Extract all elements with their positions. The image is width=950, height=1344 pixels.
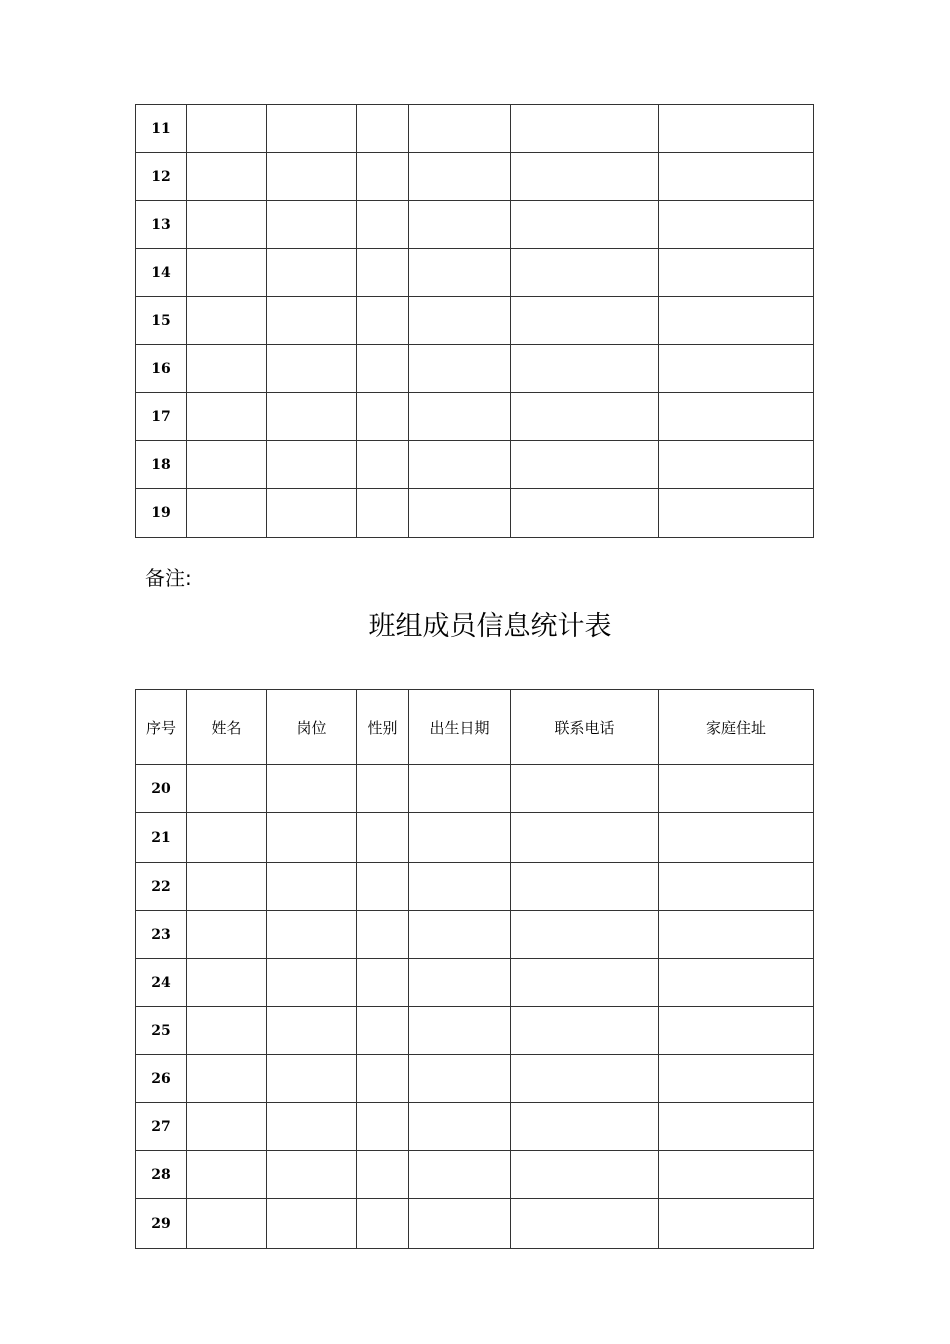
position-cell[interactable] (267, 1199, 357, 1249)
position-cell[interactable] (267, 345, 357, 393)
address-cell[interactable] (659, 345, 814, 393)
serial-cell: 23 (136, 911, 187, 959)
phone-cell[interactable] (511, 959, 659, 1007)
position-cell[interactable] (267, 1055, 357, 1103)
address-cell[interactable] (659, 1151, 814, 1199)
position-cell[interactable] (267, 1007, 357, 1055)
position-cell[interactable] (267, 765, 357, 813)
position-cell[interactable] (267, 441, 357, 489)
address-cell[interactable] (659, 765, 814, 813)
position-cell[interactable] (267, 863, 357, 911)
page-title: 班组成员信息统计表 (368, 611, 612, 642)
address-cell[interactable] (659, 959, 814, 1007)
birthdate-cell[interactable] (409, 441, 511, 489)
birthdate-cell[interactable] (409, 863, 511, 911)
name-cell[interactable] (187, 105, 267, 153)
header-serial: 序号 (136, 690, 187, 765)
gender-cell[interactable] (357, 201, 409, 249)
address-cell[interactable] (659, 201, 814, 249)
serial-cell: 29 (136, 1199, 187, 1249)
phone-cell[interactable] (511, 1151, 659, 1199)
birthdate-cell[interactable] (409, 489, 511, 538)
position-cell[interactable] (267, 911, 357, 959)
address-cell[interactable] (659, 1103, 814, 1151)
birthdate-cell[interactable] (409, 393, 511, 441)
phone-cell[interactable] (511, 345, 659, 393)
serial-cell: 13 (136, 201, 187, 249)
address-cell[interactable] (659, 1199, 814, 1249)
table-row (136, 1103, 814, 1151)
name-cell[interactable] (187, 1199, 267, 1249)
name-cell[interactable] (187, 345, 267, 393)
birthdate-cell[interactable] (409, 345, 511, 393)
gender-cell[interactable] (357, 765, 409, 813)
birthdate-cell[interactable] (409, 1151, 511, 1199)
birthdate-cell[interactable] (409, 249, 511, 297)
address-cell[interactable] (659, 297, 814, 345)
birthdate-cell[interactable] (409, 1103, 511, 1151)
header-gender: 性别 (357, 690, 409, 765)
table-row (136, 1151, 814, 1199)
address-cell[interactable] (659, 1007, 814, 1055)
phone-cell[interactable] (511, 297, 659, 345)
serial-cell: 16 (136, 345, 187, 393)
gender-cell[interactable] (357, 1199, 409, 1249)
position-cell[interactable] (267, 959, 357, 1007)
table-row (136, 297, 814, 345)
serial-cell: 21 (136, 813, 187, 863)
position-cell[interactable] (267, 813, 357, 863)
name-cell[interactable] (187, 959, 267, 1007)
phone-cell[interactable] (511, 1103, 659, 1151)
table-row (136, 489, 814, 538)
birthdate-cell[interactable] (409, 1199, 511, 1249)
table-row (136, 765, 814, 813)
gender-cell[interactable] (357, 153, 409, 201)
serial-cell: 20 (136, 765, 187, 813)
address-cell[interactable] (659, 813, 814, 863)
position-cell[interactable] (267, 489, 357, 538)
table-row (136, 201, 814, 249)
table-row (136, 911, 814, 959)
birthdate-cell[interactable] (409, 813, 511, 863)
serial-cell: 27 (136, 1103, 187, 1151)
table-row (136, 813, 814, 863)
phone-cell[interactable] (511, 105, 659, 153)
birthdate-cell[interactable] (409, 959, 511, 1007)
serial-cell: 24 (136, 959, 187, 1007)
address-cell[interactable] (659, 1055, 814, 1103)
position-cell[interactable] (267, 297, 357, 345)
name-cell[interactable] (187, 863, 267, 911)
birthdate-cell[interactable] (409, 105, 511, 153)
address-cell[interactable] (659, 911, 814, 959)
address-cell[interactable] (659, 249, 814, 297)
address-cell[interactable] (659, 489, 814, 538)
phone-cell[interactable] (511, 1199, 659, 1249)
name-cell[interactable] (187, 393, 267, 441)
gender-cell[interactable] (357, 297, 409, 345)
position-cell[interactable] (267, 153, 357, 201)
phone-cell[interactable] (511, 249, 659, 297)
gender-cell[interactable] (357, 1103, 409, 1151)
position-cell[interactable] (267, 1151, 357, 1199)
serial-cell: 17 (136, 393, 187, 441)
table-row (136, 959, 814, 1007)
gender-cell[interactable] (357, 911, 409, 959)
birthdate-cell[interactable] (409, 765, 511, 813)
birthdate-cell[interactable] (409, 153, 511, 201)
serial-cell: 22 (136, 863, 187, 911)
address-cell[interactable] (659, 863, 814, 911)
birthdate-cell[interactable] (409, 297, 511, 345)
name-cell[interactable] (187, 153, 267, 201)
header-phone: 联系电话 (511, 690, 659, 765)
serial-cell: 14 (136, 249, 187, 297)
gender-cell[interactable] (357, 813, 409, 863)
member-info-table (135, 689, 814, 1249)
gender-cell[interactable] (357, 105, 409, 153)
table-row (136, 393, 814, 441)
gender-cell[interactable] (357, 1055, 409, 1103)
name-cell[interactable] (187, 1151, 267, 1199)
position-cell[interactable] (267, 1103, 357, 1151)
name-cell[interactable] (187, 1103, 267, 1151)
position-cell[interactable] (267, 105, 357, 153)
name-cell[interactable] (187, 297, 267, 345)
table-row (136, 863, 814, 911)
birthdate-cell[interactable] (409, 911, 511, 959)
phone-cell[interactable] (511, 863, 659, 911)
phone-cell[interactable] (511, 1055, 659, 1103)
gender-cell[interactable] (357, 393, 409, 441)
table-row (136, 345, 814, 393)
gender-cell[interactable] (357, 489, 409, 538)
table-row (136, 1055, 814, 1103)
phone-cell[interactable] (511, 765, 659, 813)
gender-cell[interactable] (357, 1151, 409, 1199)
phone-cell[interactable] (511, 489, 659, 538)
table-header-row (136, 690, 814, 765)
gender-cell[interactable] (357, 441, 409, 489)
name-cell[interactable] (187, 249, 267, 297)
phone-cell[interactable] (511, 201, 659, 249)
name-cell[interactable] (187, 201, 267, 249)
phone-cell[interactable] (511, 153, 659, 201)
table-row (136, 1007, 814, 1055)
name-cell[interactable] (187, 911, 267, 959)
address-cell[interactable] (659, 393, 814, 441)
name-cell[interactable] (187, 813, 267, 863)
name-cell[interactable] (187, 1007, 267, 1055)
name-cell[interactable] (187, 765, 267, 813)
remark-label: 备注: (145, 566, 192, 590)
name-cell[interactable] (187, 441, 267, 489)
header-birthdate: 出生日期 (409, 690, 511, 765)
position-cell[interactable] (267, 393, 357, 441)
address-cell[interactable] (659, 105, 814, 153)
gender-cell[interactable] (357, 959, 409, 1007)
phone-cell[interactable] (511, 813, 659, 863)
table-row (136, 153, 814, 201)
header-position: 岗位 (267, 690, 357, 765)
table-row (136, 441, 814, 489)
address-cell[interactable] (659, 153, 814, 201)
table-row (136, 1199, 814, 1249)
position-cell[interactable] (267, 201, 357, 249)
birthdate-cell[interactable] (409, 1007, 511, 1055)
serial-cell: 25 (136, 1007, 187, 1055)
header-address: 家庭住址 (659, 690, 814, 765)
phone-cell[interactable] (511, 393, 659, 441)
serial-cell: 12 (136, 153, 187, 201)
gender-cell[interactable] (357, 1007, 409, 1055)
serial-cell: 26 (136, 1055, 187, 1103)
birthdate-cell[interactable] (409, 201, 511, 249)
gender-cell[interactable] (357, 863, 409, 911)
serial-cell: 11 (136, 105, 187, 153)
gender-cell[interactable] (357, 249, 409, 297)
header-name: 姓名 (187, 690, 267, 765)
name-cell[interactable] (187, 489, 267, 538)
phone-cell[interactable] (511, 1007, 659, 1055)
gender-cell[interactable] (357, 345, 409, 393)
serial-cell: 28 (136, 1151, 187, 1199)
phone-cell[interactable] (511, 911, 659, 959)
phone-cell[interactable] (511, 441, 659, 489)
birthdate-cell[interactable] (409, 1055, 511, 1103)
table-row (136, 105, 814, 153)
address-cell[interactable] (659, 441, 814, 489)
serial-cell: 15 (136, 297, 187, 345)
table-row (136, 249, 814, 297)
name-cell[interactable] (187, 1055, 267, 1103)
position-cell[interactable] (267, 249, 357, 297)
member-table-continued (135, 104, 814, 538)
serial-cell: 19 (136, 489, 187, 538)
serial-cell: 18 (136, 441, 187, 489)
